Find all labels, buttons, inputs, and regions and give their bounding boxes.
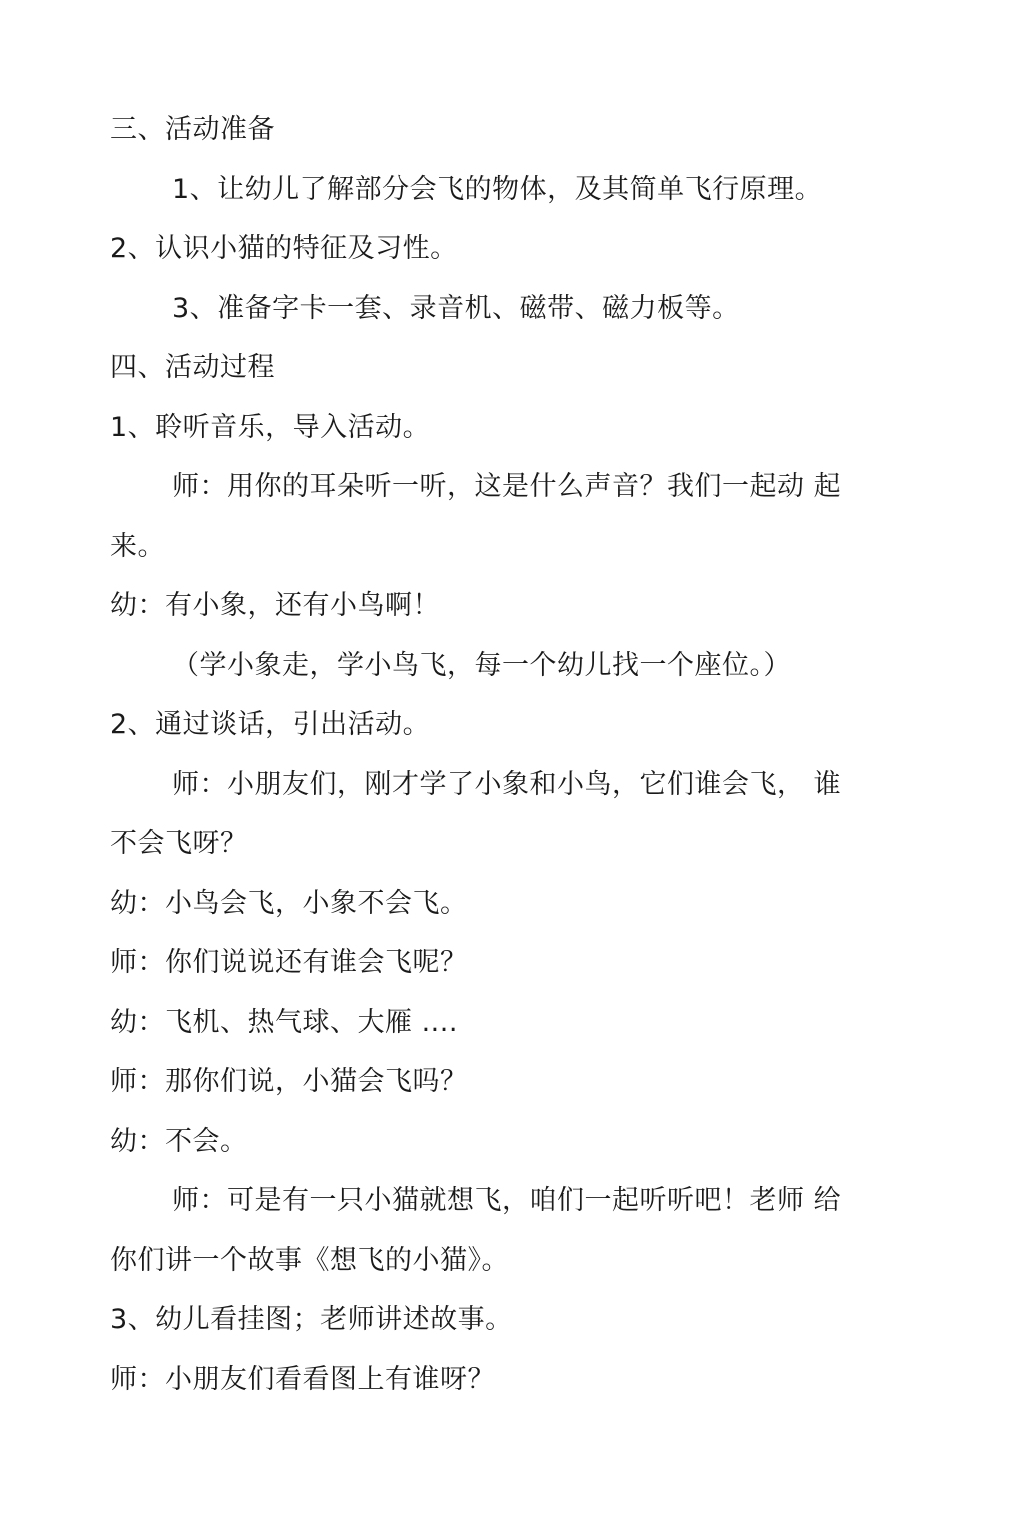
paragraph-line: 3、幼儿看挂图；老师讲述故事。 bbox=[110, 1304, 513, 1335]
paragraph-line: 3、准备字卡一套、录音机、磁带、磁力板等。 bbox=[172, 293, 740, 324]
paragraph-line: 师：你们说说还有谁会飞呢？ bbox=[110, 947, 468, 978]
paragraph-line: （学小象走，学小鸟飞，每一个幼儿找一个座位。） bbox=[172, 650, 791, 681]
paragraph-line: 师：小朋友们看看图上有谁呀？ bbox=[110, 1364, 495, 1395]
paragraph-line: 不会飞呀？ bbox=[110, 828, 248, 859]
paragraph-line: 来。 bbox=[110, 531, 165, 562]
paragraph-line: 幼：飞机、热气球、大雁 .... bbox=[110, 1007, 458, 1038]
paragraph-line: 师：可是有一只小猫就想飞，咱们一起听听吧！老师 给 bbox=[172, 1185, 842, 1216]
paragraph-line: 师：那你们说，小猫会飞吗？ bbox=[110, 1066, 468, 1097]
paragraph-line: 2、认识小猫的特征及习性。 bbox=[110, 233, 458, 264]
paragraph-line: 1、聆听音乐，导入活动。 bbox=[110, 412, 431, 443]
paragraph-line: 师：小朋友们，刚才学了小象和小鸟，它们谁会飞， 谁 bbox=[172, 769, 842, 800]
paragraph-line: 幼：小鸟会飞，小象不会飞。 bbox=[110, 888, 468, 919]
section-heading-process: 四、活动过程 bbox=[110, 352, 275, 383]
paragraph-line: 幼：不会。 bbox=[110, 1126, 248, 1157]
paragraph-line: 2、通过谈话，引出活动。 bbox=[110, 709, 431, 740]
paragraph-line: 1、让幼儿了解部分会飞的物体，及其简单飞行原理。 bbox=[172, 174, 823, 205]
paragraph-line: 师：用你的耳朵听一听，这是什么声音？我们一起动 起 bbox=[172, 471, 842, 502]
paragraph-line: 你们讲一个故事《想飞的小猫》。 bbox=[110, 1245, 509, 1276]
section-heading-preparation: 三、活动准备 bbox=[110, 114, 275, 145]
paragraph-line: 幼：有小象，还有小鸟啊！ bbox=[110, 590, 440, 621]
